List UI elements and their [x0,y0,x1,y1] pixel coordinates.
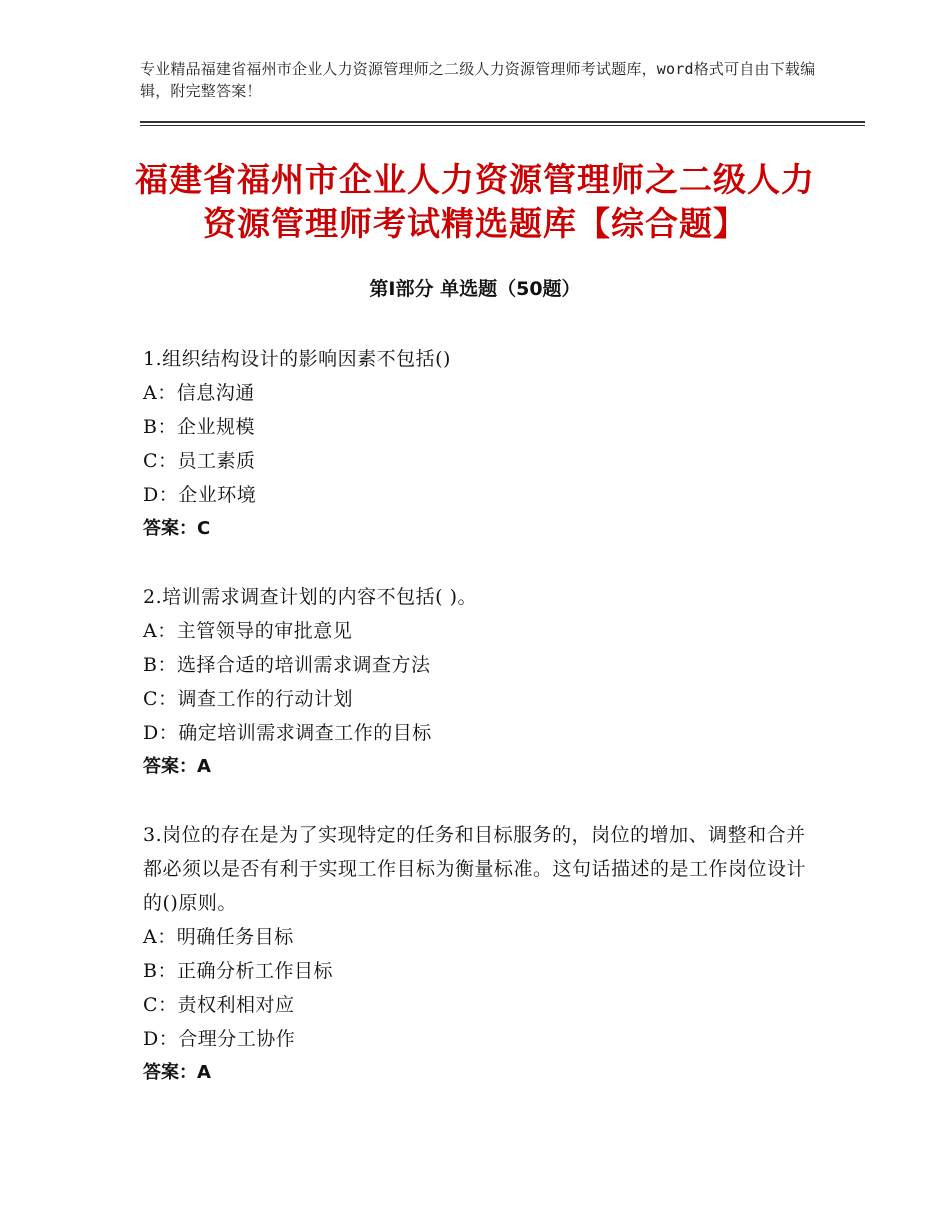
answer: 答案：A [143,756,211,777]
option-d: D：合理分工协作 [143,1028,296,1050]
option-a: A：主管领导的审批意见 [143,620,353,642]
answer: 答案：C [143,518,211,539]
option-b: B：选择合适的培训需求调查方法 [143,654,431,676]
section-title: 第Ⅰ部分 单选题（50题） [369,278,581,300]
option-a: A：明确任务目标 [143,926,294,948]
option-b: B：企业规模 [143,416,255,438]
header-rule-thick [140,121,865,123]
option-b: B：正确分析工作目标 [143,960,333,982]
option-a: A：信息沟通 [143,382,255,404]
document-title: 福建省福州市企业人力资源管理师之二级人力资源管理师考试精选题库【综合题】 [135,160,815,243]
option-c: C：责权利相对应 [143,994,295,1016]
option-d: D：企业环境 [143,484,257,506]
option-c: C：员工素质 [143,450,256,472]
question-stem: 3.岗位的存在是为了实现特定的任务和目标服务的，岗位的增加、调整和合并都必须以是否有利于实现工作目标为衡量标准。这句话描述的是工作岗位设计的()原则。 [143,824,807,914]
header-note: 专业精品福建省福州市企业人力资源管理师之二级人力资源管理师考试题库，word格式可自由下载编辑，附完整答案！ [140,60,816,100]
header-rule-thin [140,125,865,126]
question-stem: 1.组织结构设计的影响因素不包括() [143,348,451,370]
answer: 答案：A [143,1062,211,1083]
question-2 [143,580,808,784]
question-list [143,342,808,1124]
option-c: C：调查工作的行动计划 [143,688,354,710]
question-stem: 2.培训需求调查计划的内容不包括( )。 [143,586,477,608]
option-d: D：确定培训需求调查工作的目标 [143,722,432,744]
question-3 [143,818,808,1090]
question-1 [143,342,808,546]
